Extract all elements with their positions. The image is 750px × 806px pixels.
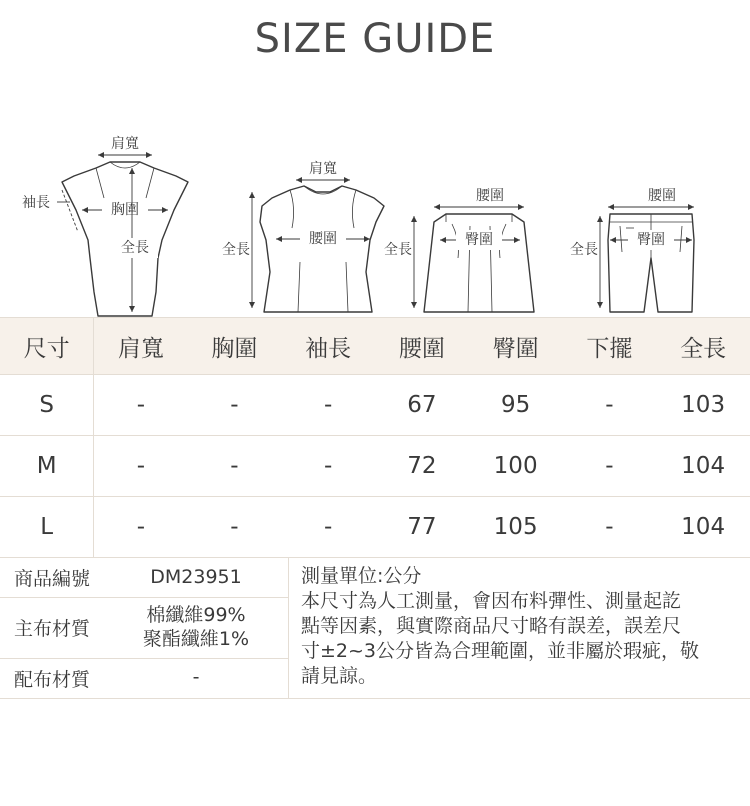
note-line-1: 測量單位:公分 — [301, 565, 422, 588]
size-table-header-cell: 胸圍 — [188, 318, 282, 375]
size-table-header-cell: 臀圍 — [469, 318, 563, 375]
label-skirt-length: 全長 — [384, 242, 412, 258]
size-table — [0, 317, 750, 558]
size-cell: - — [188, 436, 282, 497]
size-cell: 103 — [656, 375, 750, 436]
size-cell: - — [563, 497, 657, 558]
diagram-long-pants — [570, 188, 694, 312]
label-dress-waist: 腰圍 — [309, 231, 337, 247]
info-label-main-fabric: 主布材質 — [0, 598, 104, 659]
size-cell: 104 — [656, 436, 750, 497]
size-cell: L — [0, 497, 94, 558]
size-cell: - — [563, 436, 657, 497]
size-cell: - — [563, 375, 657, 436]
table-row — [0, 558, 750, 598]
size-cell: - — [281, 375, 375, 436]
info-value-main-fabric — [104, 598, 289, 659]
measurement-note — [289, 558, 750, 698]
table-row — [0, 497, 750, 558]
size-table-header-row — [0, 318, 750, 375]
label-top-sleeve: 袖長 — [22, 195, 50, 211]
size-cell: 104 — [656, 497, 750, 558]
info-value-product-code: DM23951 — [104, 558, 289, 598]
label-pants-hip: 臀圍 — [637, 232, 665, 248]
label-dress-length: 全長 — [222, 242, 250, 258]
label-top-shoulder: 肩寬 — [111, 136, 139, 152]
product-info-table — [0, 558, 750, 699]
diagram-a-line-skirt — [384, 188, 534, 312]
size-cell: - — [281, 436, 375, 497]
size-cell: S — [0, 375, 94, 436]
size-cell: 72 — [375, 436, 469, 497]
size-table-header-cell: 尺寸 — [0, 318, 94, 375]
diagram-long-sleeve-top — [22, 136, 188, 317]
size-cell: - — [188, 375, 282, 436]
size-cell: 77 — [375, 497, 469, 558]
size-table-header-cell: 腰圍 — [375, 318, 469, 375]
info-value-secondary-fabric: - — [104, 658, 289, 698]
label-pants-waist: 腰圍 — [648, 188, 676, 204]
size-cell: - — [94, 436, 188, 497]
note-line-4: 寸±2~3公分皆為合理範圍，並非屬於瑕疵，敬 — [301, 640, 700, 663]
size-cell: - — [94, 375, 188, 436]
label-top-bust: 胸圍 — [111, 202, 139, 218]
label-top-length: 全長 — [121, 240, 149, 256]
size-table-header-cell: 肩寬 — [94, 318, 188, 375]
label-skirt-hip: 臀圍 — [465, 232, 493, 248]
size-table-header-cell: 袖長 — [281, 318, 375, 375]
table-row — [0, 375, 750, 436]
diagram-sleeveless-dress — [222, 161, 384, 312]
garment-diagrams — [0, 62, 750, 317]
size-cell: - — [188, 497, 282, 558]
size-cell: 67 — [375, 375, 469, 436]
label-skirt-waist: 腰圍 — [476, 188, 504, 204]
label-pants-length: 全長 — [570, 242, 598, 258]
size-cell: 105 — [469, 497, 563, 558]
size-cell: 95 — [469, 375, 563, 436]
page-title: SIZE GUIDE — [254, 16, 496, 62]
info-label-secondary-fabric: 配布材質 — [0, 658, 104, 698]
size-cell: - — [281, 497, 375, 558]
main-fabric-line-1: 棉纖維99% — [146, 604, 246, 626]
note-line-3: 點等因素，與實際商品尺寸略有誤差，誤差尺 — [301, 615, 682, 638]
size-cell: M — [0, 436, 94, 497]
main-fabric-line-2: 聚酯纖維1% — [142, 627, 250, 650]
size-cell: - — [94, 497, 188, 558]
size-table-header-cell: 下擺 — [563, 318, 657, 375]
info-label-product-code: 商品編號 — [0, 558, 104, 598]
table-row — [0, 436, 750, 497]
size-cell: 100 — [469, 436, 563, 497]
note-line-2: 本尺寸為人工測量，會因布料彈性、測量起訖 — [301, 590, 682, 613]
label-dress-shoulder: 肩寬 — [309, 161, 337, 177]
note-line-5: 請見諒。 — [301, 665, 378, 688]
size-table-header-cell: 全長 — [656, 318, 750, 375]
